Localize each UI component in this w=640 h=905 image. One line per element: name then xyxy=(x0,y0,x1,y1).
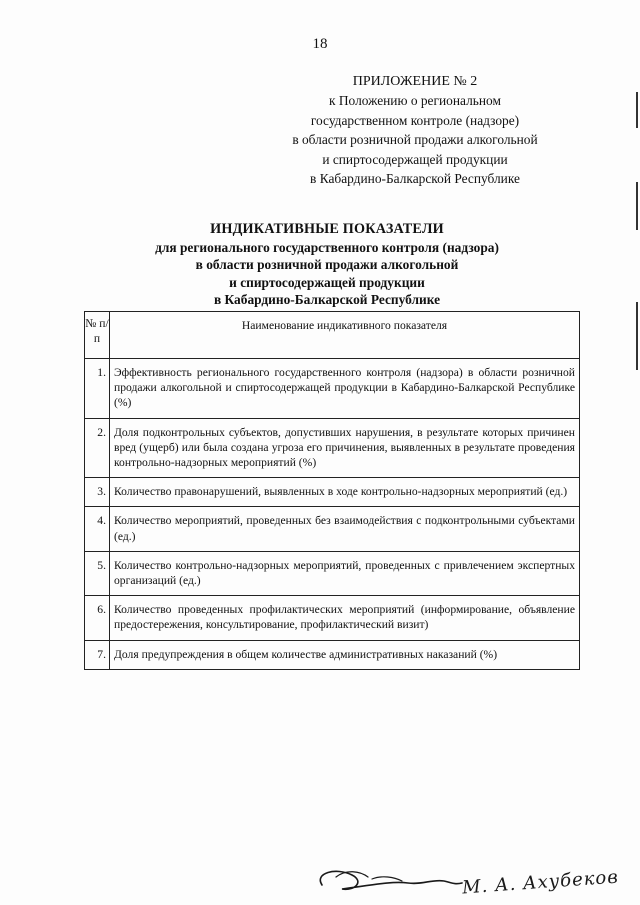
table-header-row xyxy=(85,312,580,359)
header-number: № п/п xyxy=(85,312,110,359)
row-indicator: Количество проведенных профилактических мероприятий (информирование, объявление предостережения, консультирование, профилактический визит) xyxy=(110,596,580,640)
appendix-line: и спиртосодержащей продукции xyxy=(322,151,508,167)
title-line: для регионального государственного контроля (надзора) xyxy=(155,239,499,255)
indicators-table xyxy=(84,311,580,670)
row-indicator: Количество правонарушений, выявленных в ходе контрольно-надзорных мероприятий (ед.) xyxy=(110,478,580,507)
page-number: 18 xyxy=(312,36,328,52)
appendix-line: к Положению о региональном xyxy=(329,93,501,109)
row-number: 7. xyxy=(85,640,110,669)
header-indicator-name: Наименование индикативного показателя xyxy=(110,312,580,359)
row-number: 1. xyxy=(85,359,110,419)
row-number: 4. xyxy=(85,507,110,551)
row-indicator: Эффективность регионального государственного контроля (надзора) в области розничной продажи алкогольной и спиртосодержащей продукции в Кабардино-Балкарской Республике (%) xyxy=(110,359,580,419)
appendix-line: в Кабардино-Балкарской Республике xyxy=(310,171,520,187)
title-line: и спиртосодержащей продукции xyxy=(229,274,425,290)
row-number: 6. xyxy=(85,596,110,640)
table-row xyxy=(85,596,580,640)
title-line: в области розничной продажи алкогольной xyxy=(195,257,459,273)
appendix-line: в области розничной продажи алкогольной xyxy=(292,132,538,148)
appendix-header xyxy=(236,72,594,188)
document-title xyxy=(100,221,554,309)
row-indicator: Доля предупреждения в общем количестве административных наказаний (%) xyxy=(110,640,580,669)
row-number: 3. xyxy=(85,478,110,507)
table-row xyxy=(85,418,580,478)
table-row xyxy=(85,359,580,419)
row-indicator: Количество контрольно-надзорных мероприятий, проведенных с привлечением экспертных организаций (ед.) xyxy=(110,551,580,595)
appendix-line: государственном контроле (надзоре) xyxy=(310,112,520,128)
title-main: ИНДИКАТИВНЫЕ ПОКАЗАТЕЛИ xyxy=(210,221,444,237)
row-number: 5. xyxy=(85,551,110,595)
row-number: 2. xyxy=(85,418,110,478)
signature-name: М. А. Ахубеков xyxy=(461,866,620,899)
margin-mark xyxy=(636,182,638,230)
table-row xyxy=(85,507,580,551)
row-indicator: Количество мероприятий, проведенных без взаимодействия с подконтрольными субъектами (ед.) xyxy=(110,507,580,551)
table-row xyxy=(85,478,580,507)
margin-mark xyxy=(636,92,638,128)
margin-mark xyxy=(636,302,638,370)
table-row xyxy=(85,640,580,669)
title-line: в Кабардино-Балкарской Республике xyxy=(213,292,441,308)
row-indicator: Доля подконтрольных субъектов, допустивших нарушения, в результате которых причинен вред (ущерб) или была создана угроза его причинения, выявленных в результате проведения контрольно-надзорных мероприятий (%) xyxy=(110,418,580,478)
table-row xyxy=(85,551,580,595)
appendix-title: ПРИЛОЖЕНИЕ № 2 xyxy=(352,74,478,89)
